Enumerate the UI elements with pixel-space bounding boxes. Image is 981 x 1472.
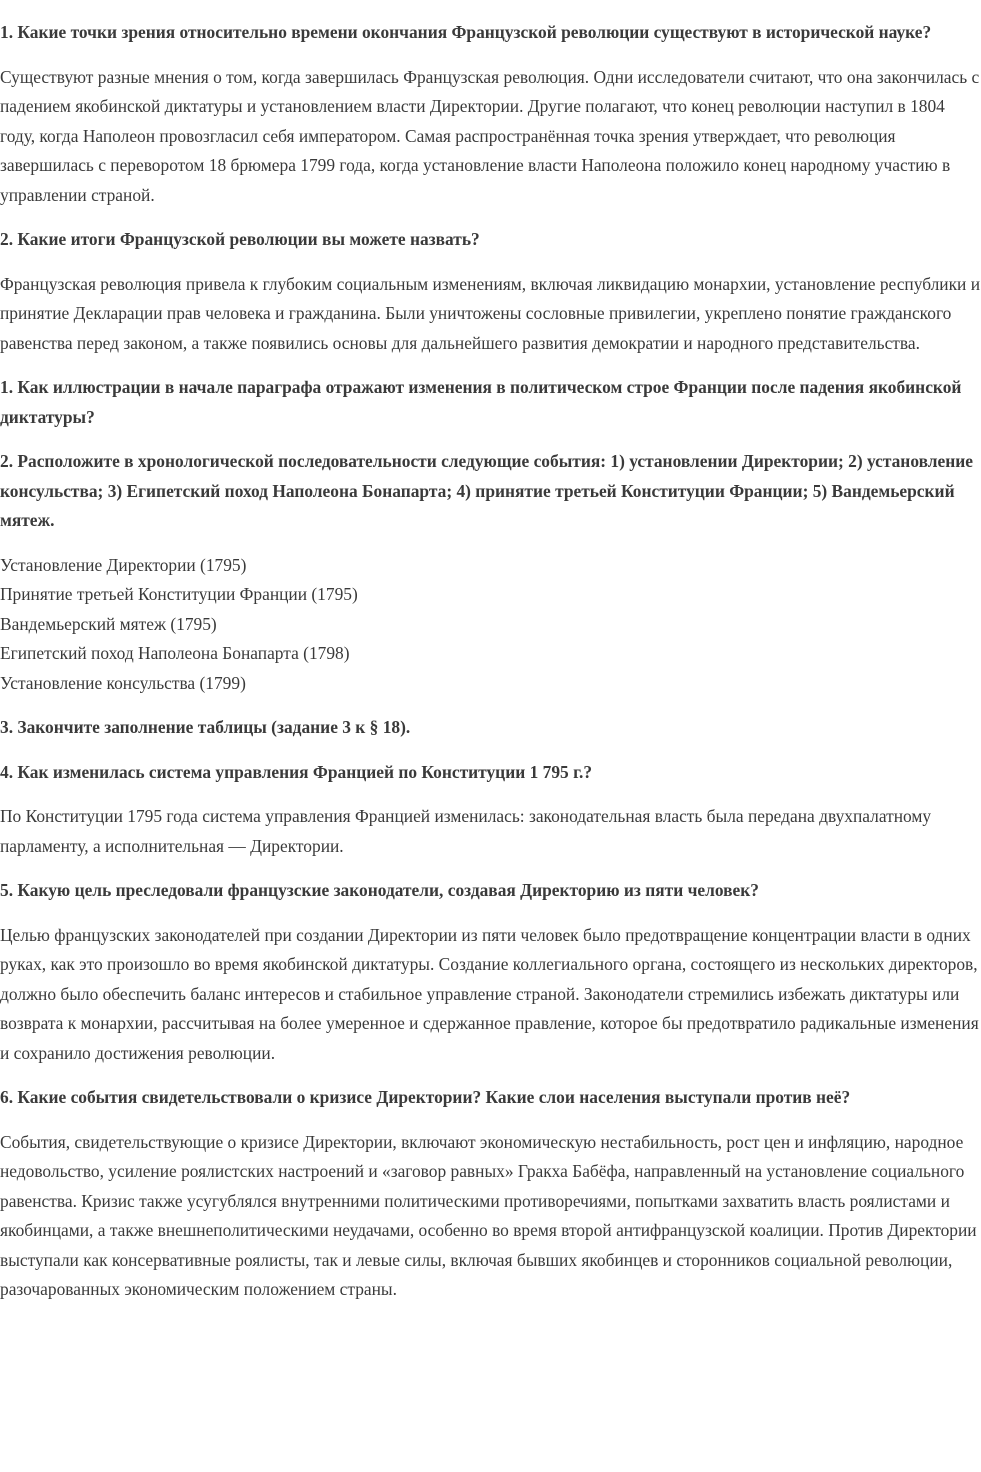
question-4: 4. Как изменилась система управления Францией по Конституции 1 795 г.? [0, 761, 593, 782]
list-item: Вандемьерский мятеж (1795) [0, 613, 217, 634]
question-2a: 2. Какие итоги Французской революции вы можете назвать? [0, 229, 480, 249]
answer-4: По Конституции 1795 года система управления Францией изменилась: законодательная власть была передана двухпалатному парламенту, а исполнительная — Директории. [0, 806, 932, 856]
list-item: Принятие третьей Конституции Франции (1795) [0, 584, 358, 604]
question-1a: 1. Какие точки зрения относительно времени окончания Французской революции существуют в исторической науке? [0, 22, 932, 42]
answer-2a: Французская революция привела к глубоким социальным изменениям, включая ликвидацию монархии, установление республики и принятие Декларации прав человека и гражданина. Были уничтожены сословные привилегии, укреплено понятие гражданского равенства перед законом, а также появились основы для дальнейшего развития демократии и народного представительства. [0, 273, 981, 353]
answer-6: События, свидетельствующие о кризисе Директории, включают экономическую нестабильность, рост цен и инфляцию, народное недовольство, усиление роялистских настроений и «заговор равных» Гракха Бабёфа, направленный на установление социального равенства. Кризис также усугублялся внутренними политическими противоречиями, попытками захватить власть роялистами и якобинцами, а также внешнеполитическими неудачами, особенно во время второй антифранцузской коалиции. Против Директории выступали как консервативные роялисты, так и левые силы, включая бывших якобинцев и сторонников социальной революции, разочарованных экономическим положением страны. [0, 1131, 977, 1299]
answer-5: Целью французских законодателей при создании Директории из пяти человек было предотвращение концентрации власти в одних руках, как это произошло во время якобинской диктатуры. Создание коллегиального органа, состоящего из нескольких директоров, должно было обеспечить баланс интересов и стабильное управление страной. Законодатели стремились избежать диктатуры или возврата к монархии, рассчитывая на более умеренное и сдержанное правление, которое бы предотвратило радикальные изменения и сохранило достижения революции. [0, 924, 979, 1063]
answer-1a: Существуют разные мнения о том, когда завершилась Французская революция. Одни исследователи считают, что она закончилась с падением якобинской диктатуры и установлением власти Директории. Другие полагают, что конец революции наступил в 1804 году, когда Наполеон провозгласил себя императором. Самая распространённая точка зрения утверждает, что революция завершилась с переворотом 18 брюмера 1799 года, когда установление власти Наполеона положило конец народному участию в управлении страной. [0, 66, 980, 205]
list-item: Установление Директории (1795) [0, 554, 247, 575]
list-item: Египетский поход Наполеона Бонапарта (1798) [0, 643, 350, 663]
list-item: Установление консульства (1799) [0, 672, 246, 693]
question-5: 5. Какую цель преследовали французские законодатели, создавая Директорию из пяти человек? [0, 880, 759, 900]
chronology-list [0, 551, 981, 699]
question-6: 6. Какие события свидетельствовали о кризисе Директории? Какие слои населения выступали против неё? [0, 1087, 851, 1107]
question-2b: 2. Расположите в хронологической последовательности следующие события: 1) установлении Директории; 2) установление консульства; 3) Египетский поход Наполеона Бонапарта; 4) принятие третьей Конституции Франции; 5) Вандемьерский мятеж. [0, 451, 973, 530]
question-3: 3. Закончите заполнение таблицы (задание 3 к § 18). [0, 717, 411, 737]
question-1b: 1. Как иллюстрации в начале параграфа отражают изменения в политическом строе Франции после падения якобинской диктатуры? [0, 377, 962, 427]
